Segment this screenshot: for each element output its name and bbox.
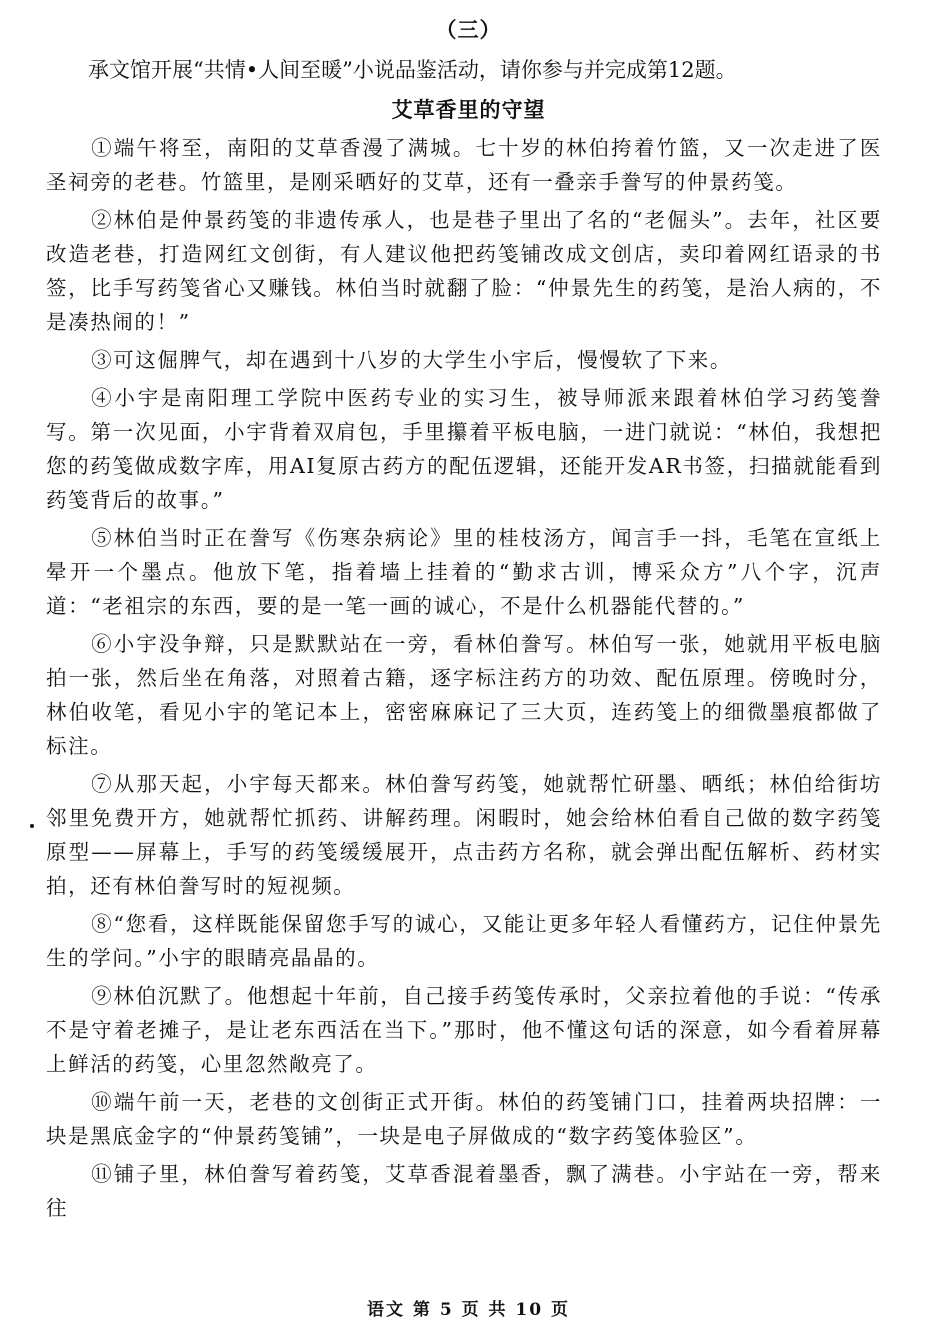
paragraph-2: ②林伯是仲景药笺的非遗传承人，也是巷子里出了名的“老倔头”。去年，社区要改造老巷，打造网红文创街，有人建议他把药笺铺改成文创店，卖印着网红语录的书签，比手写药笺省心又赚钱。林伯当时就翻了脸：“仲景先生的药笺，是治人病的，不是凑热闹的！” xyxy=(46,208,882,334)
paragraph-11: ⑪铺子里，林伯誊写着药笺，艾草香混着墨香，飘了满巷。小宇站在一旁，帮来往 xyxy=(46,1162,882,1220)
paragraph-6: ⑥小宇没争辩，只是默默站在一旁，看林伯誊写。林伯写一张，她就用平板电脑拍一张，然后坐在角落，对照着古籍，逐字标注药方的功效、配伍原理。傍晚时分，林伯收笔，看见小宇的笔记本上，密密麻麻记了三大页，连药笺上的细微墨痕都做了标注。 xyxy=(46,632,882,758)
section-number: （三） xyxy=(435,17,502,42)
paragraph-10: ⑩端午前一天，老巷的文创街正式开街。林伯的药笺铺门口，挂着两块招牌：一块是黑底金字的“仲景药笺铺”，一块是电子屏做成的“数字药笺体验区”。 xyxy=(46,1090,882,1148)
paragraph-7: ⑦从那天起，小宇每天都来。林伯誊写药笺，她就帮忙研墨、晒纸；林伯给街坊邻里免费开方，她就帮忙抓药、讲解药理。闲暇时，她会给林伯看自己做的数字药笺原型——屏幕上，手写的药笺缓缓展开，点击药方名称，就会弹出配伍解析、药材实拍，还有林伯誊写时的短视频。 xyxy=(46,772,882,898)
story-title: 艾草香里的守望 xyxy=(391,97,546,122)
margin-dot xyxy=(30,824,34,828)
paragraph-4: ④小宇是南阳理工学院中医药专业的实习生，被导师派来跟着林伯学习药笺誊写。第一次见面，小宇背着双肩包，手里攥着平板电脑，一进门就说：“林伯，我想把您的药笺做成数字库，用AI复原古药方的配伍逻辑，还能开发AR书签，扫描就能看到药笺背后的故事。” xyxy=(46,386,882,512)
paragraph-3: ③可这倔脾气，却在遇到十八岁的大学生小宇后，慢慢软了下来。 xyxy=(91,348,732,372)
story-body xyxy=(46,131,882,1229)
page-footer: 语文 第 5 页 共 10 页 xyxy=(367,1300,570,1320)
paragraph-1: ①端午将至，南阳的艾草香漫了满城。七十岁的林伯挎着竹篮，又一次走进了医圣祠旁的老巷。竹篮里，是刚采晒好的艾草，还有一叠亲手誊写的仲景药笺。 xyxy=(46,136,882,194)
paragraph-8: ⑧“您看，这样既能保留您手写的诚心，又能让更多年轻人看懂药方，记住仲景先生的学问。”小宇的眼睛亮晶晶的。 xyxy=(46,912,882,970)
intro-instruction: 承文馆开展“共情•人间至暖”小说品鉴活动，请你参与并完成第12题。 xyxy=(88,58,737,82)
paragraph-9: ⑨林伯沉默了。他想起十年前，自己接手药笺传承时，父亲拉着他的手说：“传承不是守着老摊子，是让老东西活在当下。”那时，他不懂这句话的深意，如今看着屏幕上鲜活的药笺，心里忽然敞亮了。 xyxy=(46,984,882,1076)
paragraph-5: ⑤林伯当时正在誊写《伤寒杂病论》里的桂枝汤方，闻言手一抖，毛笔在宣纸上晕开一个墨点。他放下笔，指着墙上挂着的“勤求古训，博采众方”八个字，沉声道：“老祖宗的东西，要的是一笔一画的诚心，不是什么机器能代替的。” xyxy=(46,526,882,618)
